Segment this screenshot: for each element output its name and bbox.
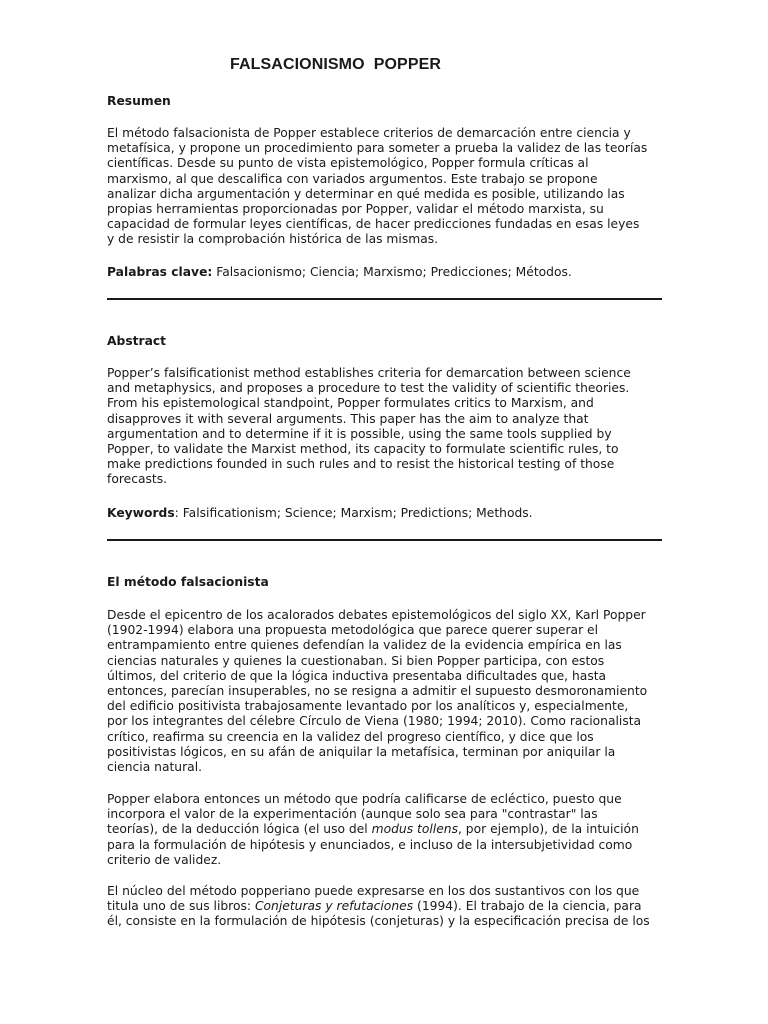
- body-line: incorpora el valor de la experimentación (aunque solo sea para "contrastar" las: [107, 807, 598, 822]
- body-text: teorías), de la deducción lógica (el uso del: [107, 822, 372, 837]
- body-text: titula uno de sus libros:: [107, 899, 255, 914]
- body-paragraph: [107, 608, 662, 775]
- body-line: (1902-1994) elabora una propuesta metodológica que parece querer superar el: [107, 623, 599, 638]
- abstract-line: forecasts.: [107, 472, 168, 487]
- abstract-heading: Abstract: [107, 334, 167, 348]
- palabras-clave: [107, 265, 662, 280]
- body-line: entrampamiento entre quienes defendían la validez de la evidencia empírica en las: [107, 638, 622, 653]
- abstract-line: argumentation and to determine if it is possible, using the same tools supplied by: [107, 426, 612, 441]
- abstract-line: make predictions founded in such rules and to resist the historical testing of those: [107, 457, 615, 472]
- body-paragraph: [107, 884, 662, 930]
- abstract-line: and metaphysics, and proposes a procedure to test the validity of scientific theories.: [107, 381, 630, 396]
- resumen-line: y de resistir la comprobación histórica de las mismas.: [107, 232, 439, 247]
- body-line: crítico, reafirma su creencia en la validez del progreso científico, y dice que los: [107, 729, 594, 744]
- body-paragraph: [107, 792, 662, 868]
- resumen-paragraph: [107, 126, 662, 248]
- body-line: últimos, del criterio de que la lógica inductiva presentaba dificultades que, hasta: [107, 668, 607, 683]
- body-line: ciencia natural.: [107, 760, 203, 775]
- keywords-label: Keywords: [107, 506, 175, 520]
- abstract-line: From his epistemological standpoint, Popper formulates critics to Marxism, and: [107, 396, 594, 411]
- body-line: Popper elabora entonces un método que podría calificarse de ecléctico, puesto que: [107, 792, 622, 806]
- abstract-paragraph: [107, 366, 662, 488]
- body-line: ciencias naturales y quienes la cuestionaban. Si bien Popper participa, con estos: [107, 653, 605, 668]
- body-line: él, consiste en la formulación de hipótesis (conjeturas) y la especificación precisa de los: [107, 914, 650, 929]
- body-line: Desde el epicentro de los acalorados debates epistemológicos del siglo XX, Karl Popper: [107, 608, 646, 622]
- resumen-line: científicas. Desde su punto de vista epistemológico, Popper formula críticas al: [107, 156, 589, 171]
- body-line: positivistas lógicos, en su afán de aniquilar la metafísica, terminan por aniquilar la: [107, 744, 616, 759]
- section-heading: El método falsacionista: [107, 575, 269, 589]
- palabras-clave-text: Falsacionismo; Ciencia; Marxismo; Predicciones; Métodos.: [212, 265, 572, 279]
- body-line: entonces, parecían insuperables, no se resigna a admitir el supuesto desmoronamiento: [107, 684, 648, 699]
- resumen-line: El método falsacionista de Popper establece criterios de demarcación entre ciencia y: [107, 126, 631, 140]
- body-text: , por ejemplo), de la intuición: [457, 822, 639, 837]
- body-text: (1994). El trabajo de la ciencia, para: [413, 899, 642, 914]
- abstract-line: Popper, to validate the Marxist method, its capacity to formulate scientific rules, to: [107, 442, 619, 457]
- document-title: FALSACIONISMO POPPER: [230, 56, 442, 73]
- keywords: [107, 506, 662, 521]
- body-line: criterio de validez.: [107, 852, 222, 867]
- palabras-clave-label: Palabras clave:: [107, 265, 213, 279]
- body-line: [107, 899, 662, 914]
- body-line: para la formulación de hipótesis y enunciados, e incluso de la intersubjetividad como: [107, 837, 633, 852]
- abstract-line: disapproves it with several arguments. This paper has the aim to analyze that: [107, 411, 589, 426]
- body-line: por los integrantes del célebre Círculo de Viena (1980; 1994; 2010). Como racionalista: [107, 714, 642, 729]
- resumen-line: marxismo, al que descalifica con variados argumentos. Este trabajo se propone: [107, 171, 598, 186]
- section-divider: [107, 539, 662, 541]
- section-divider: [107, 298, 662, 300]
- book-title: Conjeturas y refutaciones: [254, 899, 414, 914]
- resumen-heading: Resumen: [107, 94, 171, 108]
- italic-term: modus tollens: [371, 822, 458, 837]
- keywords-text: : Falsificationism; Science; Marxism; Predictions; Methods.: [174, 506, 533, 520]
- abstract-line: Popper’s falsificationist method establishes criteria for demarcation between science: [107, 366, 631, 380]
- body-line: El núcleo del método popperiano puede expresarse en los dos sustantivos con los que: [107, 884, 640, 898]
- resumen-line: propias herramientas proporcionadas por Popper, validar el método marxista, su: [107, 202, 604, 217]
- resumen-line: metafísica, y propone un procedimiento para someter a prueba la validez de las teorías: [107, 141, 648, 156]
- resumen-line: analizar dicha argumentación y determinar en qué medida es posible, utilizando las: [107, 186, 625, 201]
- resumen-line: capacidad de formular leyes científicas, de hacer predicciones fundadas en esas leyes: [107, 217, 640, 232]
- body-line: [107, 822, 662, 837]
- body-line: del edificio positivista trabajosamente levantado por los analíticos y, especialmente,: [107, 699, 629, 714]
